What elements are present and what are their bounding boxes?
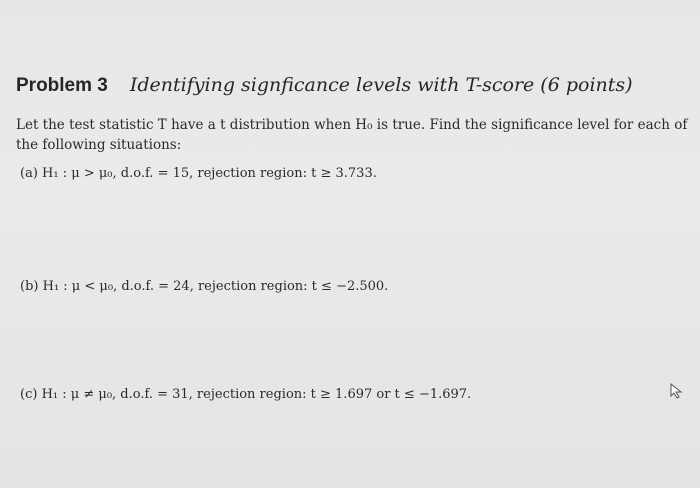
part-b-label: (b) [20, 279, 39, 294]
part-a [20, 166, 377, 181]
part-b [20, 279, 388, 294]
part-b-text: H₁ : μ < μ₀, d.o.f. = 24, rejection region: t ≤ −2.500. [42, 279, 389, 294]
problem-intro: Let the test statistic T have a t distribution when H₀ is true. Find the significance level for each of the following situations: [16, 117, 688, 153]
problem-number: Problem 3 [16, 75, 108, 96]
mouse-pointer-icon [670, 383, 684, 399]
problem-title: Identifying signficance levels with T-score (6 points) [129, 74, 633, 96]
part-c [20, 387, 471, 402]
part-c-text: H₁ : μ ≠ μ₀, d.o.f. = 31, rejection region: t ≥ 1.697 or t ≤ −1.697. [41, 387, 472, 402]
part-a-label: (a) [20, 166, 38, 181]
problem-heading [16, 74, 633, 97]
part-c-label: (c) [20, 387, 38, 402]
part-a-text: H₁ : μ > μ₀, d.o.f. = 15, rejection region: t ≥ 3.733. [42, 166, 377, 181]
